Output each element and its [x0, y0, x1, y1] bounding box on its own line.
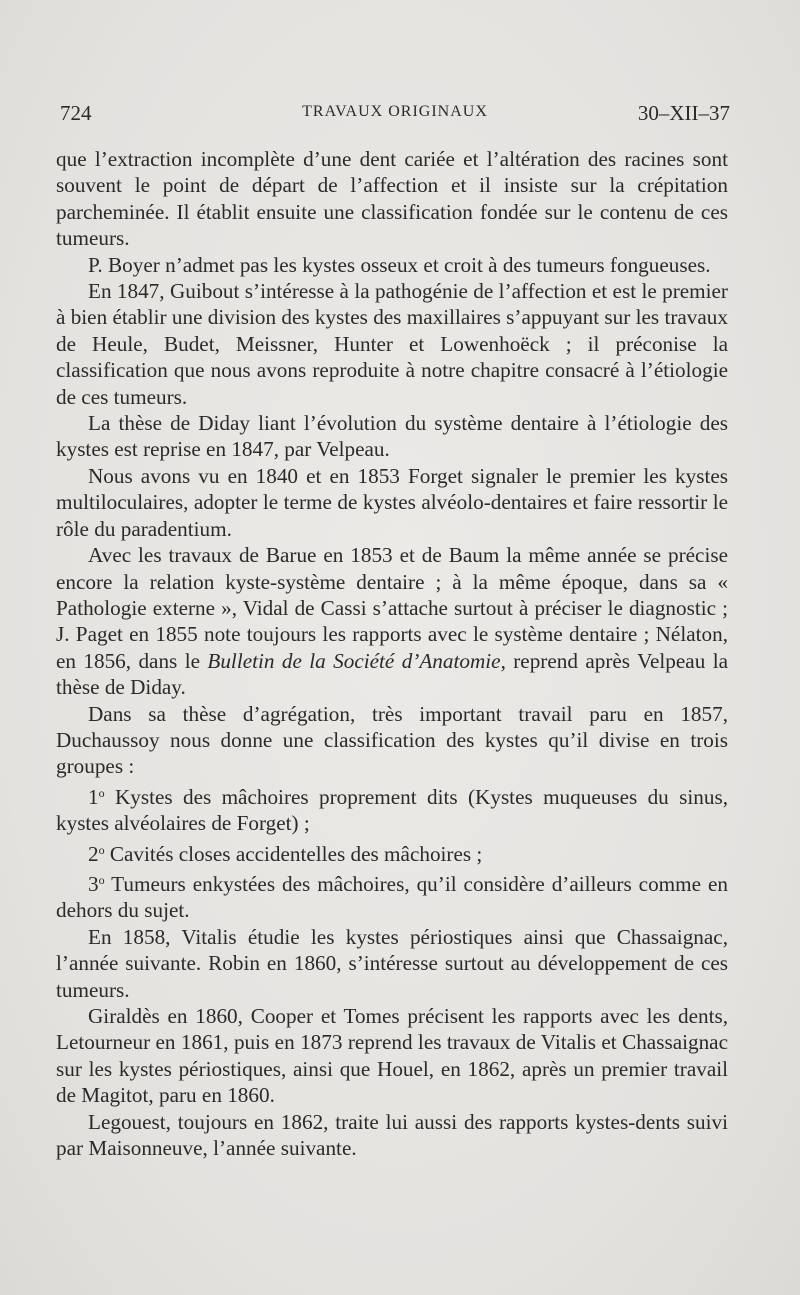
paragraph [56, 837, 728, 867]
text-run: Kystes des mâchoires proprement dits (Kystes muqueuses du sinus, kystes alvéolaires de Forget) ; [56, 784, 728, 836]
text-run: La thèse de Diday liant l’évolution du système dentaire à l’étiologie des kystes est reprise en 1847, par Velpeau. [56, 411, 728, 462]
text-run: En 1858, Vitalis étudie les kystes périostiques ainsi que Chassaignac, l’année suivante. Robin en 1860, s’intéresse surtout au développement de ces tumeurs. [56, 924, 728, 1002]
text-run: 3 [88, 871, 99, 896]
text-run: Nous avons vu en 1840 et en 1853 Forget signaler le premier les kystes multiloculaires, adopter le terme de kystes alvéolo-dentaires et faire ressortir le rôle du paradentium. [56, 463, 728, 541]
ordinal-superscript: o [98, 872, 105, 887]
body-text [56, 146, 728, 1161]
text-run: , reprend après Velpeau la thèse de Diday. [56, 648, 728, 700]
issue-date: 30–XII–37 [637, 101, 730, 125]
text-run: Tumeurs enkystées des mâchoires, qu’il considère d’ailleurs comme en dehors du sujet. [56, 871, 728, 923]
text-run: P. Boyer n’admet pas les kystes osseux et croit à des tumeurs fongueuses. [88, 252, 711, 277]
text-run: 2 [88, 841, 99, 866]
paragraph [56, 252, 728, 278]
paragraph [56, 278, 728, 410]
text-run: Avec les travaux de Barue en 1853 et de Baum la même année se précise encore la relation kyste-système dentaire ; à la même époque, dans sa « Pathologie externe », Vidal de Cassi s’attache surtout à préciser le diagnostic ; J. Paget en 1855 note toujours les rapports avec le système dentaire ; Nélaton, en 1856, dans le [56, 543, 728, 673]
text-run: Legouest, toujours en 1862, traite lui aussi des rapports kystes-dents suivi par Maisonneuve, l’année suivante. [56, 1109, 728, 1161]
italic-text: Bulletin de la Société d’Anatomie [207, 648, 501, 673]
text-run: Giraldès en 1860, Cooper et Tomes précisent les rapports avec les dents, Letourneur en 1861, puis en 1873 reprend les travaux de Vitalis et Chassaignac sur les kystes périostiques, ainsi que Houel, en 1862, après un premier travail de Magitot, paru en 1860. [56, 1004, 728, 1108]
text-run: Cavités closes accidentelles des mâchoires ; [104, 841, 483, 866]
paragraph [56, 924, 728, 1003]
paragraph [56, 463, 728, 542]
text-run: Dans sa thèse d’agrégation, très important travail paru en 1857, Duchaussoy nous donne une classification des kystes qu’il divise en trois groupes : [56, 701, 728, 779]
paragraph [56, 410, 728, 463]
page-header [60, 101, 730, 131]
paragraph [56, 780, 728, 837]
text-run: 1 [88, 784, 99, 809]
running-title: TRAVAUX ORIGINAUX [302, 103, 488, 120]
page-number: 724 [60, 101, 92, 125]
paragraph [56, 867, 728, 924]
ordinal-superscript: o [98, 785, 105, 800]
text-run: En 1847, Guibout s’intéresse à la pathogénie de l’affection et est le premier à bien établir une division des kystes des maxillaires s’appuyant sur les travaux de Heule, Budet, Meissner, Hunter et Lowenhoëck ; il préconise la classification que nous avons reproduite à notre chapitre consacré à l’étiologie de ces tumeurs. [56, 279, 728, 409]
ordinal-superscript: o [98, 842, 105, 857]
text-run: que l’extraction incomplète d’une dent cariée et l’altération des racines sont souvent le point de départ de l’affection et il insiste sur la crépitation parcheminée. Il établit ensuite une classification fondée sur le contenu de ces tumeurs. [56, 147, 728, 251]
paragraph [56, 1109, 728, 1162]
paragraph [56, 542, 728, 700]
paragraph [56, 1003, 728, 1109]
paragraph [56, 701, 728, 780]
paragraph [56, 146, 728, 252]
